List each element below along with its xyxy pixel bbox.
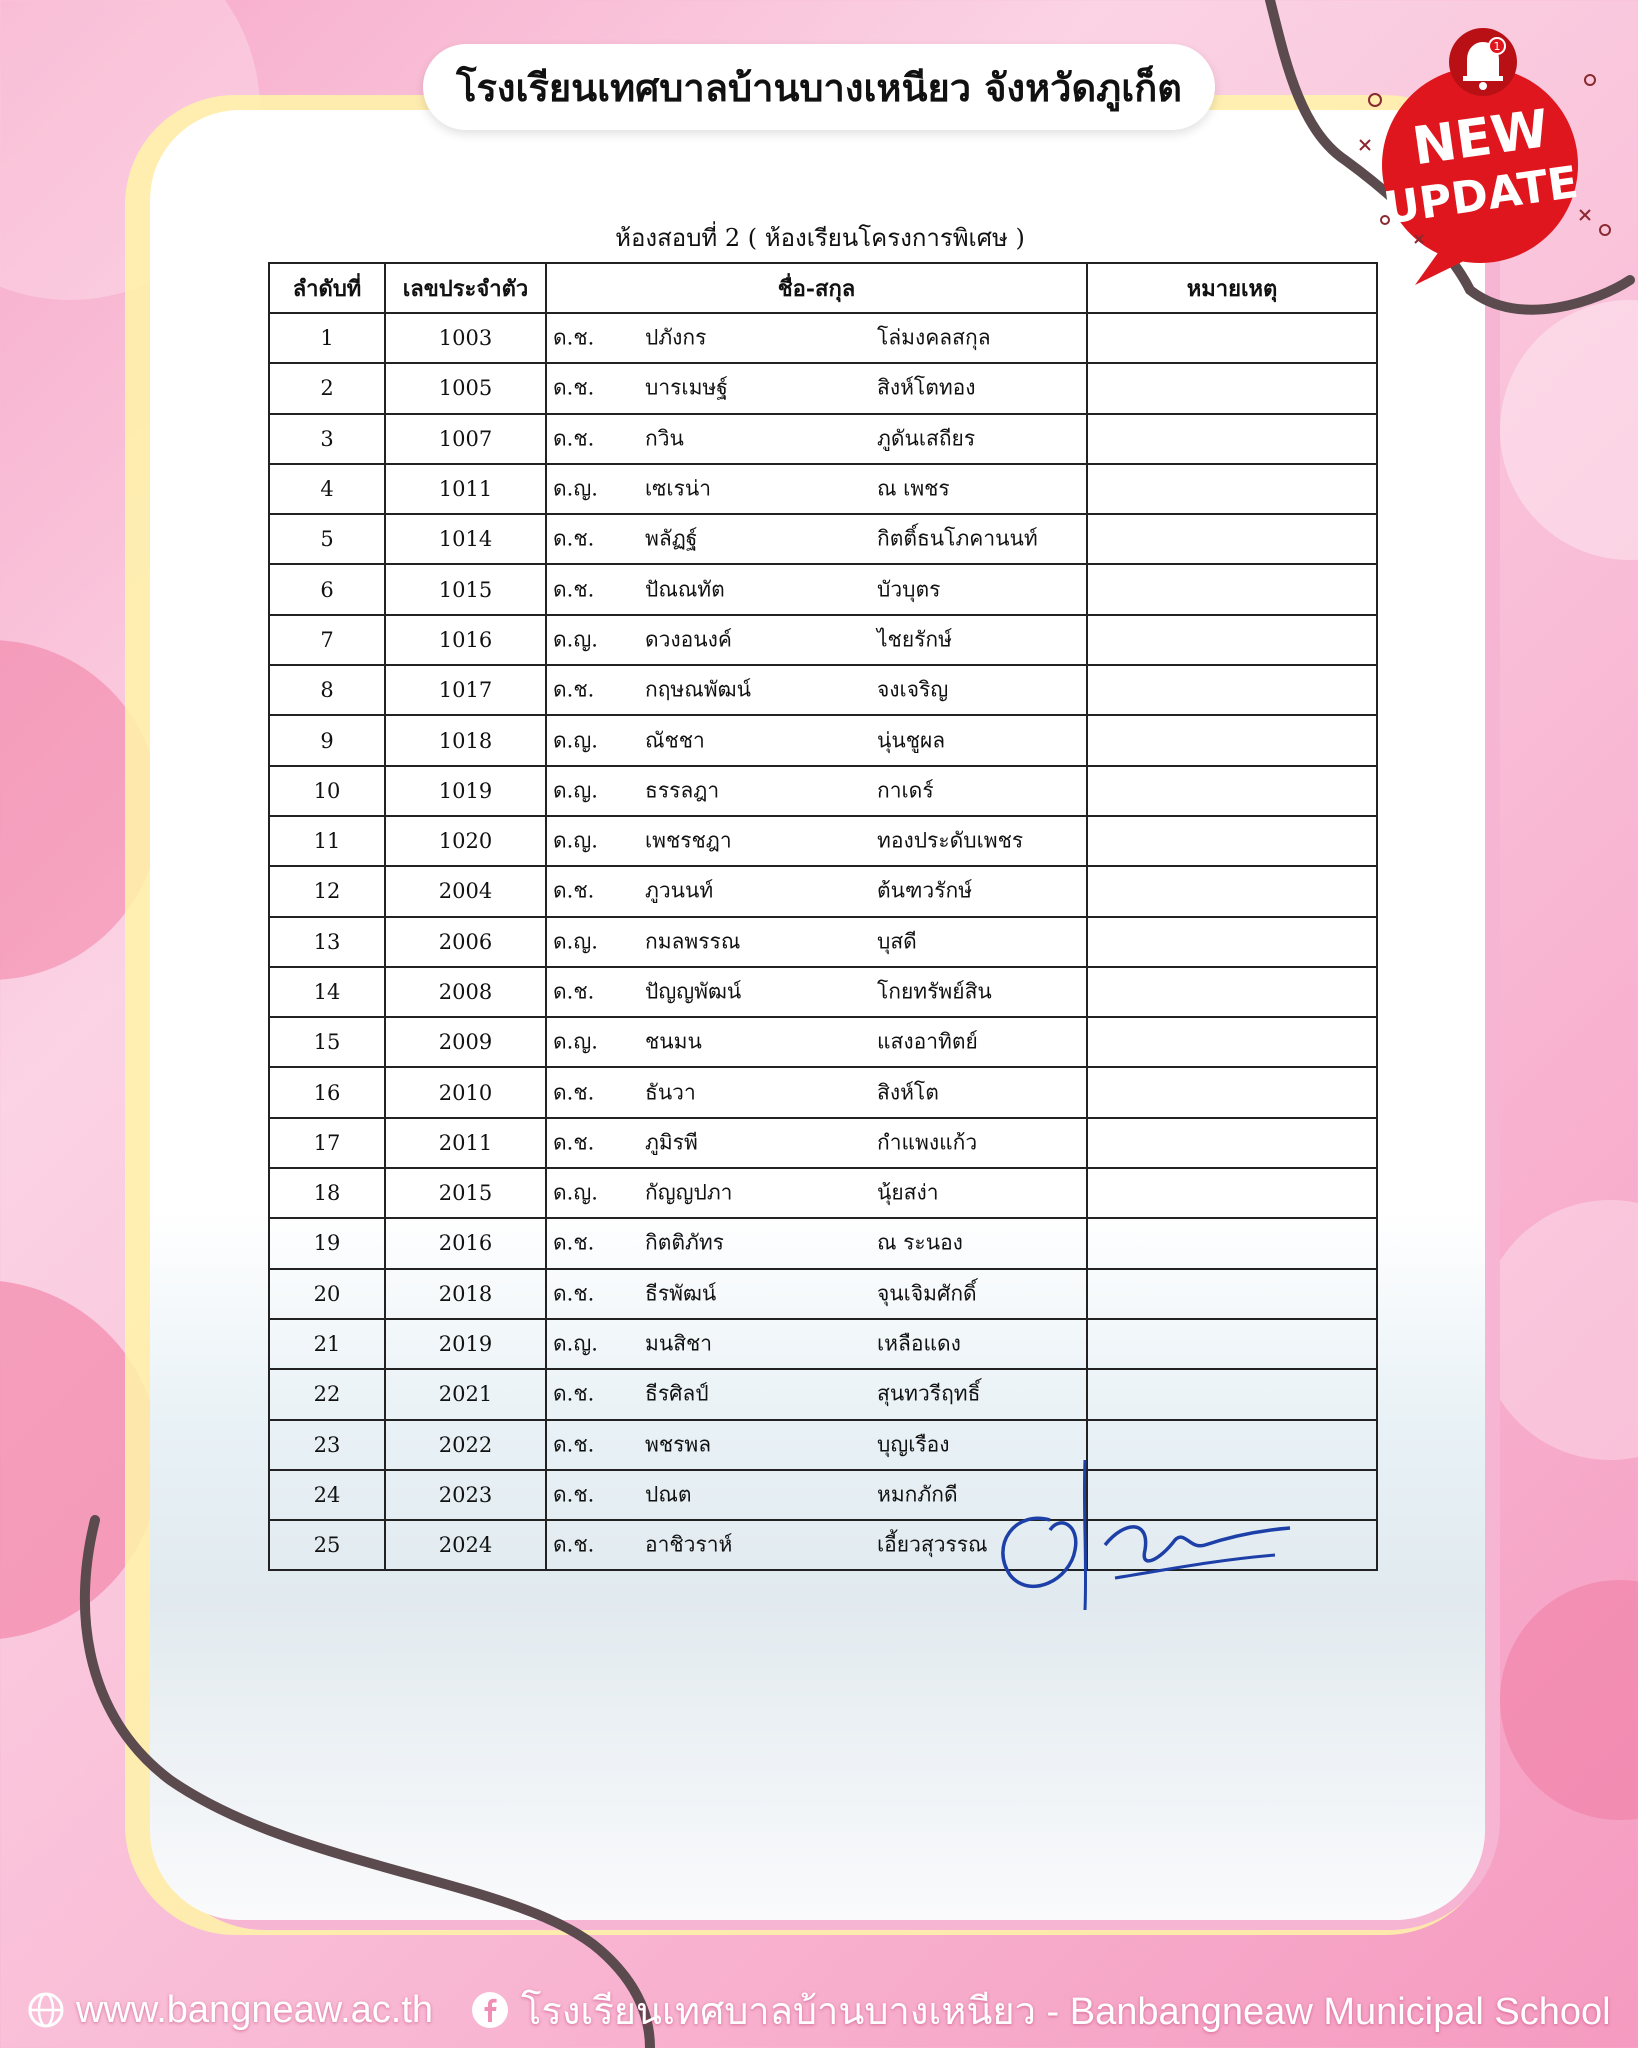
bg-circle bbox=[1500, 300, 1638, 560]
last-name: ต้นฑวรักษ์ bbox=[877, 878, 973, 903]
first-name: กิตติภัทร bbox=[645, 1230, 724, 1255]
note-cell bbox=[1087, 514, 1377, 564]
student-name bbox=[546, 866, 1087, 916]
table-row bbox=[269, 1218, 1377, 1268]
name-prefix: ด.ช. bbox=[553, 1230, 595, 1255]
first-name: ธีรศิลป์ bbox=[645, 1381, 709, 1406]
row-number: 11 bbox=[269, 816, 385, 866]
row-number: 19 bbox=[269, 1218, 385, 1268]
name-prefix: ด.ญ. bbox=[553, 1180, 598, 1205]
svg-text:1: 1 bbox=[1493, 40, 1501, 53]
last-name: สุนทวรีฤทธิ์ bbox=[877, 1381, 981, 1406]
bg-circle bbox=[1480, 1200, 1638, 1460]
student-name bbox=[546, 1269, 1087, 1319]
school-name: โรงเรียนเทศบาลบ้านบางเหนียว จังหวัดภูเก็ต bbox=[456, 65, 1182, 110]
last-name: จุนเจิมศักดิ์ bbox=[877, 1281, 977, 1306]
student-name bbox=[546, 1118, 1087, 1168]
student-id: 2006 bbox=[385, 917, 546, 967]
table-row bbox=[269, 715, 1377, 765]
table-row bbox=[269, 967, 1377, 1017]
first-name: ปภังกร bbox=[645, 325, 707, 350]
name-prefix: ด.ช. bbox=[553, 1381, 595, 1406]
row-number: 8 bbox=[269, 665, 385, 715]
first-name: ปณต bbox=[645, 1482, 692, 1507]
student-name bbox=[546, 1218, 1087, 1268]
student-id: 1007 bbox=[385, 414, 546, 464]
row-number: 7 bbox=[269, 615, 385, 665]
facebook-page-link[interactable]: โรงเรียนเทศบาลบ้านบางเหนียว - Banbangneaw Municipal School bbox=[521, 1990, 1611, 2033]
column-header-name: ชื่อ-สกุล bbox=[546, 263, 1087, 313]
note-cell bbox=[1087, 363, 1377, 413]
last-name: โกยทรัพย์สิน bbox=[877, 979, 992, 1004]
last-name: บุสดี bbox=[877, 929, 917, 954]
column-header-no: ลำดับที่ bbox=[269, 263, 385, 313]
table-row bbox=[269, 615, 1377, 665]
student-name bbox=[546, 1168, 1087, 1218]
table-row bbox=[269, 816, 1377, 866]
last-name: แสงอาทิตย์ bbox=[877, 1029, 978, 1054]
footer bbox=[0, 1980, 1638, 2040]
first-name: ธันวา bbox=[645, 1080, 696, 1105]
student-id: 2024 bbox=[385, 1520, 546, 1570]
column-header-note: หมายเหตุ bbox=[1087, 263, 1377, 313]
note-cell bbox=[1087, 313, 1377, 363]
last-name: หมกภักดี bbox=[877, 1482, 958, 1507]
note-cell bbox=[1087, 414, 1377, 464]
table-row bbox=[269, 1369, 1377, 1419]
first-name: เซเรน่า bbox=[645, 476, 712, 501]
name-prefix: ด.ช. bbox=[553, 1432, 595, 1457]
last-name: บัวบุตร bbox=[877, 577, 941, 602]
first-name: อาชิวราห์ bbox=[645, 1532, 733, 1557]
student-id: 1017 bbox=[385, 665, 546, 715]
last-name: นุ่นชูผล bbox=[877, 728, 946, 753]
note-cell bbox=[1087, 564, 1377, 614]
name-prefix: ด.ญ. bbox=[553, 1331, 598, 1356]
last-name: กำแพงแก้ว bbox=[877, 1130, 978, 1155]
svg-text:UPDATE: UPDATE bbox=[1380, 156, 1582, 235]
table-row bbox=[269, 363, 1377, 413]
student-id: 1019 bbox=[385, 766, 546, 816]
first-name: กมลพรรณ bbox=[645, 929, 741, 954]
student-name bbox=[546, 715, 1087, 765]
note-cell bbox=[1087, 615, 1377, 665]
globe-icon bbox=[28, 1992, 64, 2028]
table-row bbox=[269, 866, 1377, 916]
table-row bbox=[269, 1017, 1377, 1067]
note-cell bbox=[1087, 1168, 1377, 1218]
bell-icon bbox=[1449, 28, 1517, 96]
table-row bbox=[269, 313, 1377, 363]
student-name bbox=[546, 564, 1087, 614]
name-prefix: ด.ญ. bbox=[553, 728, 598, 753]
table-row bbox=[269, 514, 1377, 564]
student-id: 2018 bbox=[385, 1269, 546, 1319]
table-header-row bbox=[269, 263, 1377, 313]
student-id: 1011 bbox=[385, 464, 546, 514]
student-id: 2004 bbox=[385, 866, 546, 916]
website-link[interactable]: www.bangneaw.ac.th bbox=[76, 1988, 434, 2031]
name-prefix: ด.ญ. bbox=[553, 476, 598, 501]
student-id: 2019 bbox=[385, 1319, 546, 1369]
first-name: ณัชชา bbox=[645, 728, 705, 753]
row-number: 18 bbox=[269, 1168, 385, 1218]
name-prefix: ด.ช. bbox=[553, 1532, 595, 1557]
student-id: 2010 bbox=[385, 1067, 546, 1117]
row-number: 24 bbox=[269, 1470, 385, 1520]
student-id: 2009 bbox=[385, 1017, 546, 1067]
first-name: ธรรลฎา bbox=[645, 778, 720, 803]
note-cell bbox=[1087, 1218, 1377, 1268]
first-name: เพชรชฎา bbox=[645, 828, 732, 853]
bg-circle bbox=[1500, 1580, 1638, 1820]
student-id: 2016 bbox=[385, 1218, 546, 1268]
row-number: 16 bbox=[269, 1067, 385, 1117]
row-number: 20 bbox=[269, 1269, 385, 1319]
row-number: 5 bbox=[269, 514, 385, 564]
student-name bbox=[546, 1067, 1087, 1117]
svg-text:NEW: NEW bbox=[1408, 98, 1553, 178]
row-number: 14 bbox=[269, 967, 385, 1017]
first-name: กฤษณพัฒน์ bbox=[645, 677, 751, 702]
row-number: 9 bbox=[269, 715, 385, 765]
student-name bbox=[546, 967, 1087, 1017]
student-name bbox=[546, 766, 1087, 816]
note-cell bbox=[1087, 866, 1377, 916]
last-name: เอี้ยวสุวรรณ bbox=[877, 1532, 988, 1557]
header-banner bbox=[423, 44, 1215, 130]
student-id: 2011 bbox=[385, 1118, 546, 1168]
table-row bbox=[269, 414, 1377, 464]
first-name: ชนมน bbox=[645, 1029, 702, 1054]
note-cell bbox=[1087, 1269, 1377, 1319]
row-number: 4 bbox=[269, 464, 385, 514]
note-cell bbox=[1087, 967, 1377, 1017]
first-name: ดวงอนงค์ bbox=[645, 627, 732, 652]
name-prefix: ด.ช. bbox=[553, 1080, 595, 1105]
first-name: ปัณณทัต bbox=[645, 577, 725, 602]
name-prefix: ด.ช. bbox=[553, 426, 595, 451]
note-cell bbox=[1087, 816, 1377, 866]
student-name bbox=[546, 665, 1087, 715]
row-number: 17 bbox=[269, 1118, 385, 1168]
last-name: บุญเรือง bbox=[877, 1432, 950, 1457]
last-name: ทองประดับเพชร bbox=[877, 828, 1024, 853]
student-id: 2008 bbox=[385, 967, 546, 1017]
note-cell bbox=[1087, 766, 1377, 816]
student-name bbox=[546, 514, 1087, 564]
note-cell bbox=[1087, 917, 1377, 967]
student-id: 1014 bbox=[385, 514, 546, 564]
row-number: 12 bbox=[269, 866, 385, 916]
student-name bbox=[546, 1319, 1087, 1369]
note-cell bbox=[1087, 464, 1377, 514]
last-name: กิตติ์ธนโภคานนท์ bbox=[877, 526, 1038, 551]
row-number: 23 bbox=[269, 1420, 385, 1470]
student-name bbox=[546, 917, 1087, 967]
column-header-id: เลขประจำตัว bbox=[385, 263, 546, 313]
first-name: พชรพล bbox=[645, 1432, 712, 1457]
row-number: 6 bbox=[269, 564, 385, 614]
note-cell bbox=[1087, 1118, 1377, 1168]
name-prefix: ด.ช. bbox=[553, 375, 595, 400]
student-id: 2023 bbox=[385, 1470, 546, 1520]
note-cell bbox=[1087, 1017, 1377, 1067]
student-id: 2015 bbox=[385, 1168, 546, 1218]
student-id: 1020 bbox=[385, 816, 546, 866]
student-name bbox=[546, 363, 1087, 413]
student-name bbox=[546, 816, 1087, 866]
student-name bbox=[546, 1369, 1087, 1419]
name-prefix: ด.ญ. bbox=[553, 627, 598, 652]
row-number: 1 bbox=[269, 313, 385, 363]
student-name bbox=[546, 414, 1087, 464]
last-name: สิงห์โตทอง bbox=[877, 375, 976, 400]
row-number: 2 bbox=[269, 363, 385, 413]
table-row bbox=[269, 1319, 1377, 1369]
table-row bbox=[269, 1269, 1377, 1319]
last-name: ณ เพชร bbox=[877, 476, 950, 501]
last-name: นุ้ยสง่า bbox=[877, 1180, 939, 1205]
first-name: กัญญปภา bbox=[645, 1180, 733, 1205]
document-title: ห้องสอบที่ 2 ( ห้องเรียนโครงการพิเศษ ) bbox=[615, 224, 1025, 252]
name-prefix: ด.ญ. bbox=[553, 1029, 598, 1054]
table-row bbox=[269, 917, 1377, 967]
roster-body bbox=[269, 313, 1377, 1570]
row-number: 10 bbox=[269, 766, 385, 816]
row-number: 21 bbox=[269, 1319, 385, 1369]
last-name: สิงห์โต bbox=[877, 1080, 939, 1105]
exam-room-roster bbox=[268, 262, 1378, 1571]
table-row bbox=[269, 1067, 1377, 1117]
last-name: เหลือแดง bbox=[877, 1331, 961, 1356]
student-id: 1018 bbox=[385, 715, 546, 765]
student-name bbox=[546, 313, 1087, 363]
last-name: โล่มงคลสกุล bbox=[877, 325, 991, 350]
student-id: 1005 bbox=[385, 363, 546, 413]
row-number: 22 bbox=[269, 1369, 385, 1419]
name-prefix: ด.ช. bbox=[553, 1281, 595, 1306]
student-name bbox=[546, 464, 1087, 514]
facebook-icon bbox=[471, 1991, 509, 2029]
student-id: 1003 bbox=[385, 313, 546, 363]
name-prefix: ด.ช. bbox=[553, 1482, 595, 1507]
first-name: กวิน bbox=[645, 426, 684, 451]
last-name: จงเจริญ bbox=[877, 677, 949, 702]
note-cell bbox=[1087, 1319, 1377, 1369]
student-id: 2022 bbox=[385, 1420, 546, 1470]
name-prefix: ด.ช. bbox=[553, 979, 595, 1004]
row-number: 15 bbox=[269, 1017, 385, 1067]
student-id: 1015 bbox=[385, 564, 546, 614]
last-name: ไชยรักษ์ bbox=[877, 627, 952, 652]
first-name: ภูวนนท์ bbox=[645, 878, 714, 903]
first-name: ปัญญพัฒน์ bbox=[645, 979, 742, 1004]
name-prefix: ด.ช. bbox=[553, 577, 595, 602]
student-id: 1016 bbox=[385, 615, 546, 665]
student-id: 2021 bbox=[385, 1369, 546, 1419]
first-name: ธีรพัฒน์ bbox=[645, 1281, 717, 1306]
name-prefix: ด.ช. bbox=[553, 878, 595, 903]
row-number: 3 bbox=[269, 414, 385, 464]
last-name: ภูดันเสถียร bbox=[877, 426, 976, 451]
name-prefix: ด.ญ. bbox=[553, 929, 598, 954]
table-row bbox=[269, 665, 1377, 715]
first-name: มนสิชา bbox=[645, 1331, 713, 1356]
name-prefix: ด.ญ. bbox=[553, 828, 598, 853]
table-row bbox=[269, 564, 1377, 614]
row-number: 13 bbox=[269, 917, 385, 967]
row-number: 25 bbox=[269, 1520, 385, 1570]
last-name: กาเดร์ bbox=[877, 778, 934, 803]
student-name bbox=[546, 1017, 1087, 1067]
note-cell bbox=[1087, 1067, 1377, 1117]
name-prefix: ด.ช. bbox=[553, 325, 595, 350]
last-name: ณ ระนอง bbox=[877, 1230, 963, 1255]
name-prefix: ด.ช. bbox=[553, 677, 595, 702]
note-cell bbox=[1087, 665, 1377, 715]
name-prefix: ด.ญ. bbox=[553, 778, 598, 803]
table-row bbox=[269, 1118, 1377, 1168]
new-update-badge bbox=[1355, 20, 1625, 290]
note-cell bbox=[1087, 1369, 1377, 1419]
table-row bbox=[269, 1168, 1377, 1218]
first-name: ภูมิรพี bbox=[645, 1130, 698, 1155]
table-row bbox=[269, 766, 1377, 816]
student-name bbox=[546, 615, 1087, 665]
name-prefix: ด.ช. bbox=[553, 1130, 595, 1155]
name-prefix: ด.ช. bbox=[553, 526, 595, 551]
table-row bbox=[269, 464, 1377, 514]
first-name: พลัฏฐ์ bbox=[645, 526, 698, 551]
first-name: บารเมษฐ์ bbox=[645, 375, 728, 400]
signature bbox=[975, 1450, 1295, 1620]
note-cell bbox=[1087, 715, 1377, 765]
